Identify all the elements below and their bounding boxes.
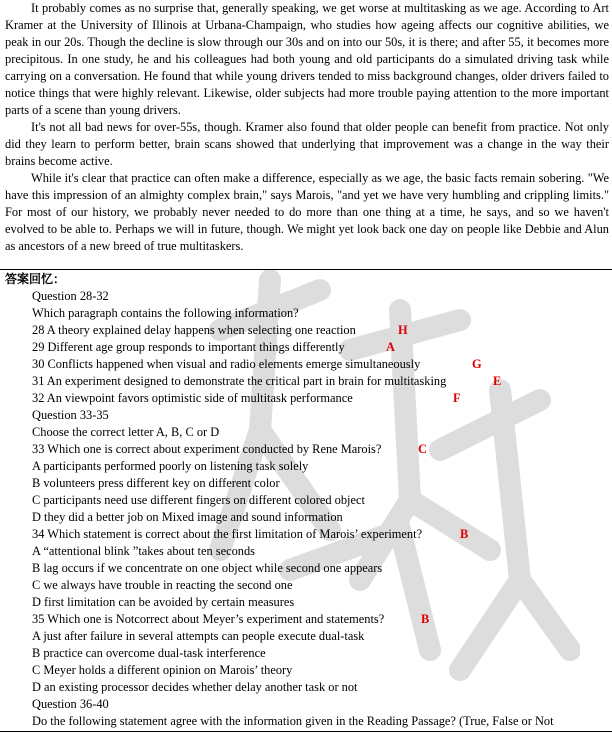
option-row	[32, 628, 610, 645]
option-row	[32, 458, 610, 475]
row-text: 33 Which one is correct about experiment conducted by Rene Marois?	[32, 442, 382, 456]
row-text: A participants performed poorly on listening task solely	[32, 459, 309, 473]
instruction	[32, 305, 610, 322]
answer-letter: F	[453, 391, 461, 405]
option-row	[32, 543, 610, 560]
question-row	[32, 526, 610, 543]
divider	[0, 731, 612, 732]
section-title	[32, 288, 610, 305]
row-text: 35 Which one is Notcorrect about Meyer’s experiment and statements?	[32, 612, 385, 626]
row-text: B practice can overcome dual-task interference	[32, 646, 266, 660]
answer-list	[32, 288, 610, 730]
row-text: B lag occurs if we concentrate on one object while second one appears	[32, 561, 383, 575]
option-row	[32, 509, 610, 526]
row-text: Do the following statement agree with the information given in the Reading Passage? (True, False or Not	[32, 714, 554, 728]
row-text: Question 36-40	[32, 697, 109, 711]
row-text: D they did a better job on Mixed image and sound information	[32, 510, 343, 524]
option-row	[32, 645, 610, 662]
answers-heading: 答案回忆：	[5, 272, 66, 286]
answer-letter: A	[386, 340, 395, 354]
row-text: 32 An viewpoint favors optimistic side of multitask performance	[32, 391, 353, 405]
option-row	[32, 662, 610, 679]
answer-letter: H	[398, 323, 408, 337]
row-text: C participants need use different fingers on different colored object	[32, 493, 365, 507]
row-text: Which paragraph contains the following information?	[32, 306, 299, 320]
question-row	[32, 356, 610, 373]
question-row	[32, 322, 610, 339]
section-title	[32, 407, 610, 424]
question-row	[32, 390, 610, 407]
reading-passage	[5, 0, 609, 255]
passage-paragraph: It probably comes as no surprise that, generally speaking, we get worse at multitasking as we age. According to Art Kramer at the University of Illinois at Urbana-Champaign, who studies how ageing affects our cognitive abilities, we peak in our 20s. Though the decline is slow through our 30s and on into our 50s, it is there; and after 55, it becomes more precipitous. In one study, he and his colleagues had both young and old participants do a simulated driving task while carrying on a conversation. He found that while young drivers tended to miss background changes, older drivers failed to notice things that were highly relevant. Likewise, older subjects had more trouble paying attention to the more important parts of a scene than young drivers.	[5, 1, 609, 117]
row-text: 28 A theory explained delay happens when selecting one reaction	[32, 323, 356, 337]
option-row	[32, 679, 610, 696]
instruction	[32, 424, 610, 441]
section-title	[32, 696, 610, 713]
row-text: 29 Different age group responds to important things differently	[32, 340, 345, 354]
instruction	[32, 713, 610, 730]
answer-letter: B	[421, 612, 430, 626]
answer-letter: B	[460, 527, 469, 541]
row-text: 31 An experiment designed to demonstrate the critical part in brain for multitasking	[32, 374, 447, 388]
row-text: 30 Conflicts happened when visual and radio elements emerge simultaneously	[32, 357, 421, 371]
row-text: Question 33-35	[32, 408, 109, 422]
option-row	[32, 594, 610, 611]
row-text: C we always have trouble in reacting the second one	[32, 578, 293, 592]
row-text: Question 28-32	[32, 289, 109, 303]
row-text: B volunteers press different key on different color	[32, 476, 280, 490]
divider	[0, 269, 612, 270]
question-row	[32, 373, 610, 390]
answer-letter: G	[472, 357, 482, 371]
row-text: Choose the correct letter A, B, C or D	[32, 425, 220, 439]
option-row	[32, 577, 610, 594]
passage-paragraph: While it's clear that practice can often make a difference, especially as we age, the basic facts remain sobering. "We have this impression of an almighty complex brain," says Marois, "and yet we have very humbling and crippling limits." For most of our history, we probably never needed to do more than one thing at a time, he says, and so we haven't evolved to be able to. Perhaps we will in future, though. We might yet look back one day on people like Debbie and Alun as ancestors of a new breed of true multitaskers.	[5, 171, 609, 253]
row-text: A “attentional blink ”takes about ten seconds	[32, 544, 255, 558]
answer-letter: E	[493, 374, 502, 388]
row-text: C Meyer holds a different opinion on Marois’ theory	[32, 663, 293, 677]
option-row	[32, 560, 610, 577]
question-row	[32, 611, 610, 628]
row-text: 34 Which statement is correct about the first limitation of Marois’ experiment?	[32, 527, 423, 541]
answer-letter: C	[418, 442, 427, 456]
row-text: D an existing processor decides whether delay another task or not	[32, 680, 358, 694]
row-text: A just after failure in several attempts can people execute dual-task	[32, 629, 365, 643]
option-row	[32, 475, 610, 492]
question-row	[32, 441, 610, 458]
passage-paragraph: It's not all bad news for over-55s, though. Kramer also found that older people can benefit from practice. Not only did they learn to perform better, brain scans showed that underlying that improvement was a change in the way their brains become active.	[5, 120, 609, 168]
row-text: D first limitation can be avoided by certain measures	[32, 595, 295, 609]
option-row	[32, 492, 610, 509]
question-row	[32, 339, 610, 356]
